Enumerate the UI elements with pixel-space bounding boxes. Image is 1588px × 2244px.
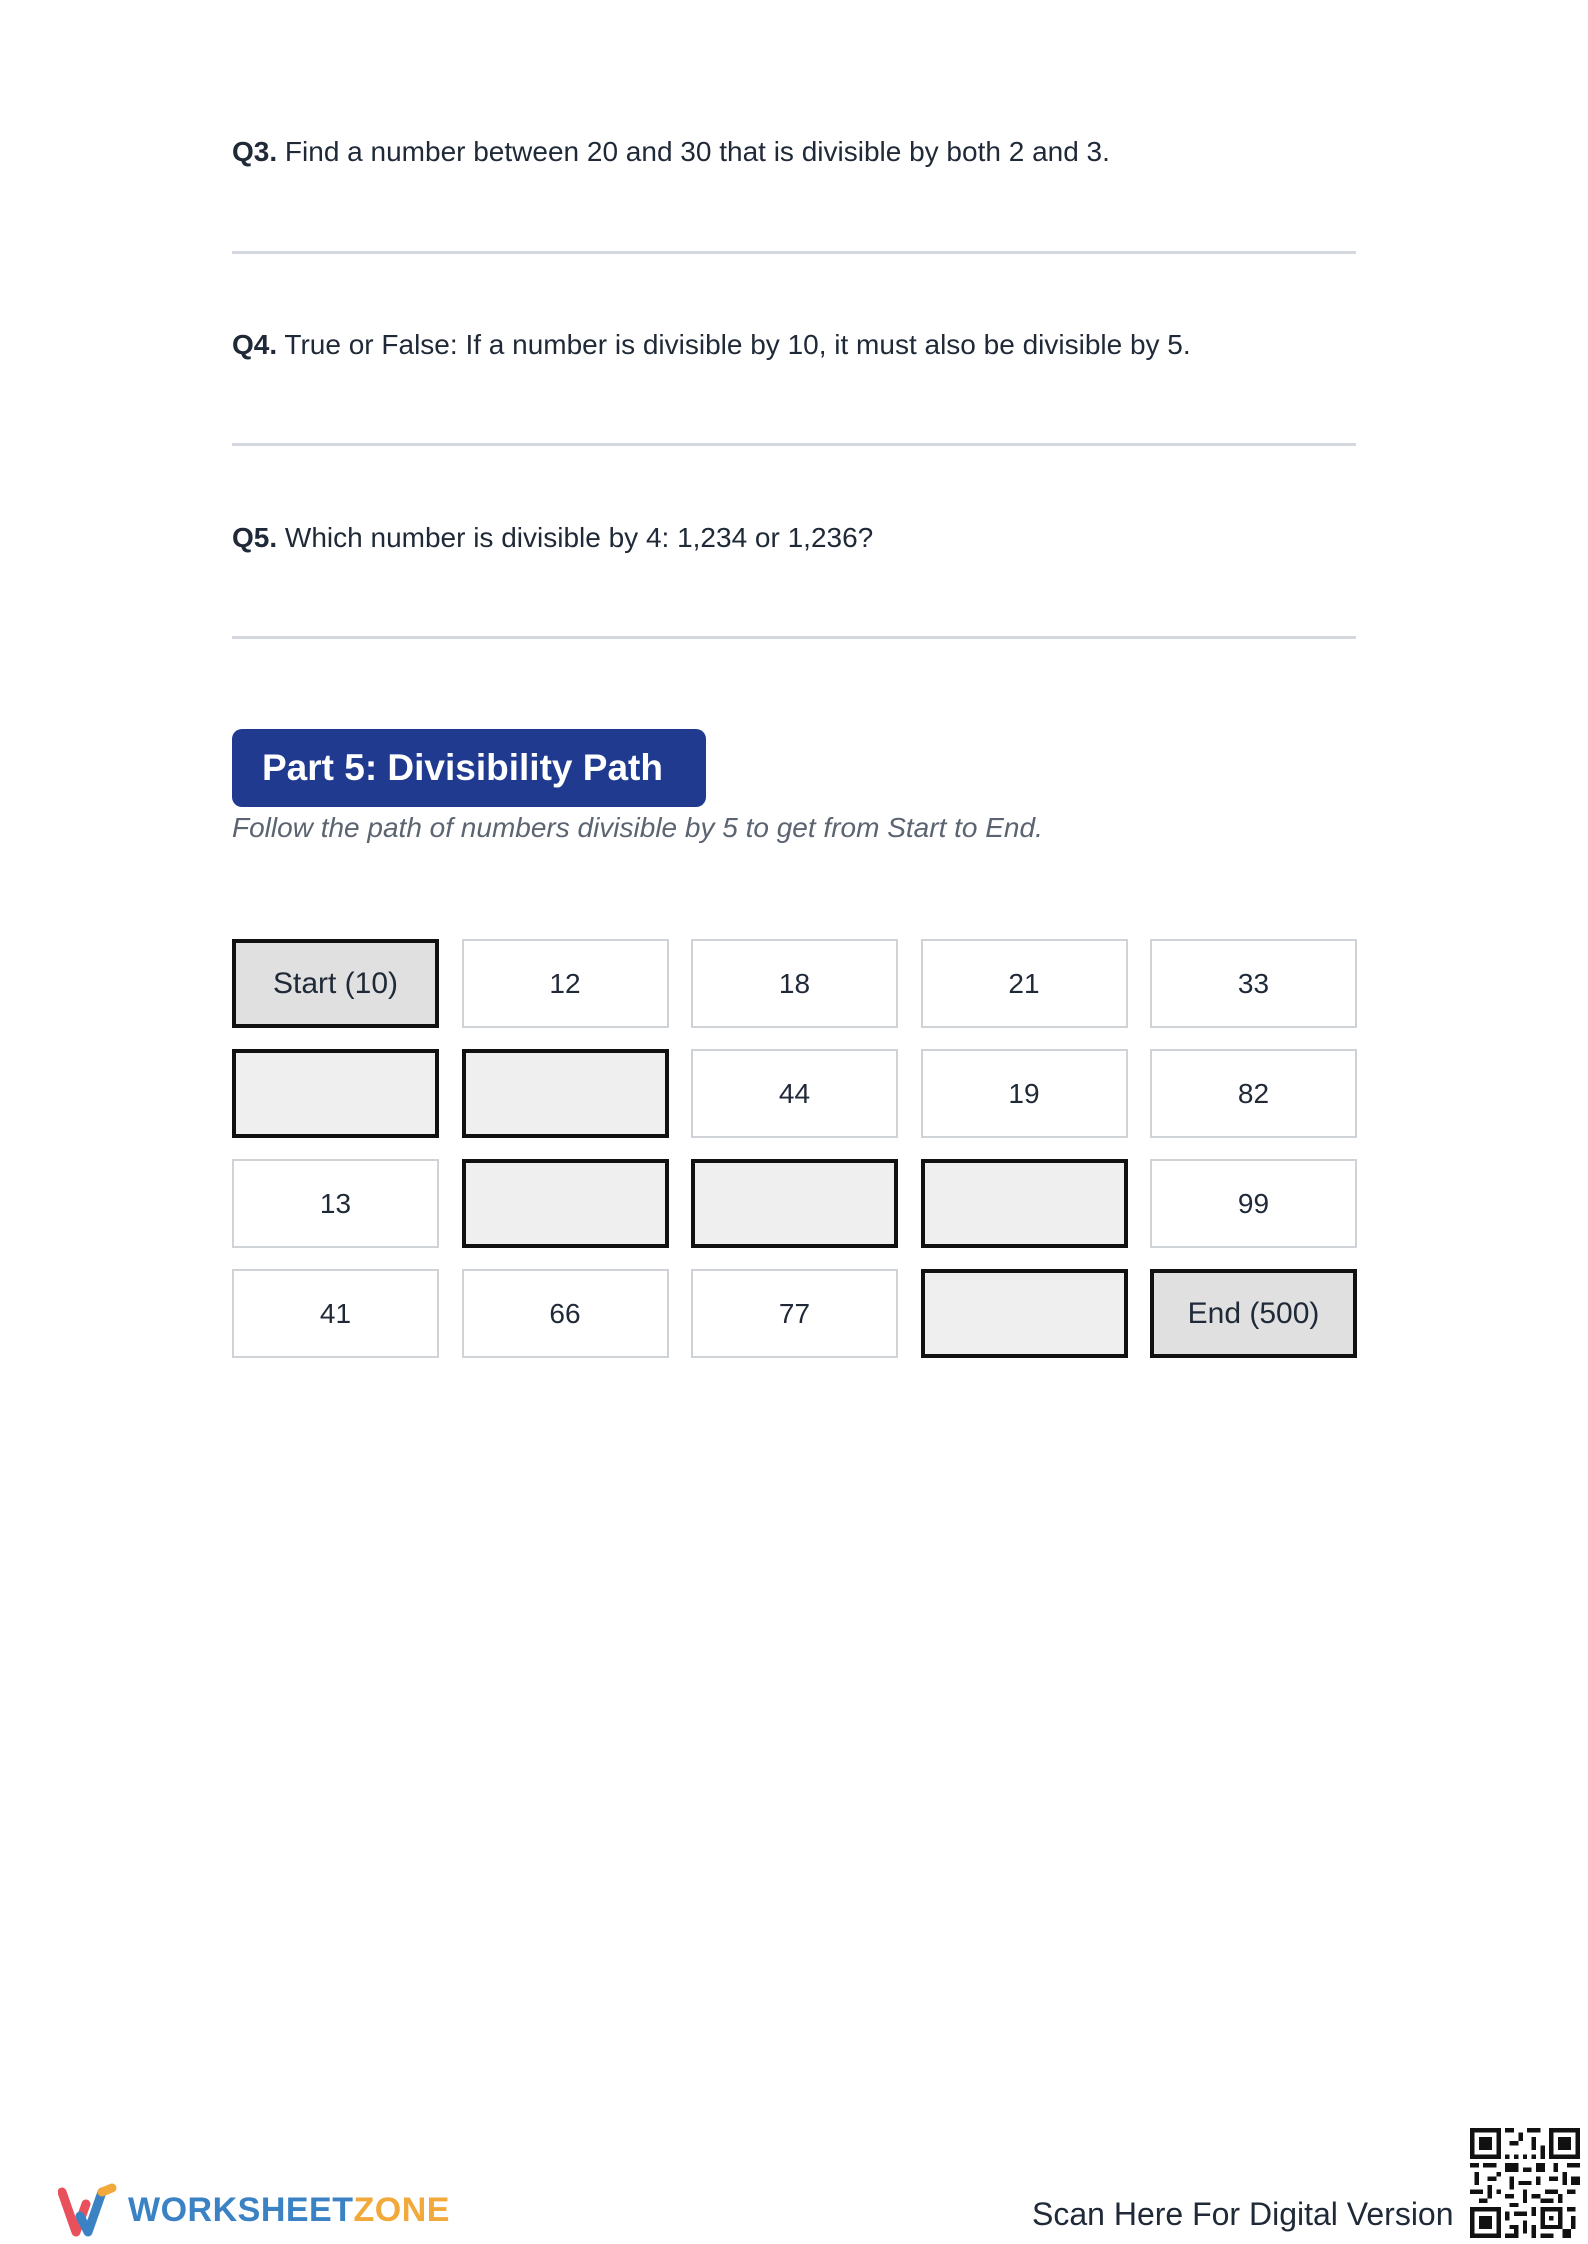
grid-cell-path-blank[interactable] — [691, 1159, 898, 1248]
grid-cell-start: Start (10) — [232, 939, 439, 1028]
grid-cell-path-blank[interactable] — [462, 1159, 669, 1248]
section-header-part5: Part 5: Divisibility Path — [232, 729, 706, 807]
brand-name-part2: ZONE — [353, 2190, 450, 2229]
grid-cell: 66 — [462, 1269, 669, 1358]
grid-cell: 12 — [462, 939, 669, 1028]
grid-cell: 33 — [1150, 939, 1357, 1028]
grid-cell: 13 — [232, 1159, 439, 1248]
question-q4 — [232, 327, 1356, 363]
divisibility-path-grid — [232, 939, 1357, 1360]
answer-line-q5[interactable] — [232, 636, 1356, 639]
question-number: Q5. — [232, 522, 278, 553]
grid-cell: 82 — [1150, 1049, 1357, 1138]
brand-name — [128, 2191, 450, 2230]
question-q3 — [232, 134, 1356, 170]
brand-name-part1: WORKSHEET — [128, 2190, 354, 2229]
grid-cell-path-blank[interactable] — [921, 1269, 1128, 1358]
question-text: True or False: If a number is divisible by 10, it must also be divisible by 5. — [284, 329, 1191, 360]
grid-cell-path-blank[interactable] — [232, 1049, 439, 1138]
question-q5 — [232, 520, 1356, 556]
scan-instruction: Scan Here For Digital Version — [1032, 2196, 1454, 2232]
question-text: Which number is divisible by 4: 1,234 or 1,236? — [284, 522, 874, 553]
question-text: Find a number between 20 and 30 that is divisible by both 2 and 3. — [284, 136, 1110, 167]
answer-line-q3[interactable] — [232, 251, 1356, 254]
grid-cell-end: End (500) — [1150, 1269, 1357, 1358]
grid-cell: 99 — [1150, 1159, 1357, 1248]
footer-logo[interactable] — [58, 2180, 450, 2240]
qr-code-icon[interactable] — [1470, 2128, 1580, 2238]
question-number: Q3. — [232, 136, 278, 167]
answer-line-q4[interactable] — [232, 443, 1356, 446]
grid-cell-path-blank[interactable] — [462, 1049, 669, 1138]
worksheetzone-logo-icon — [58, 2182, 118, 2238]
grid-cell: 44 — [691, 1049, 898, 1138]
section-instructions: Follow the path of numbers divisible by 5 to get from Start to End. — [232, 812, 1043, 843]
question-number: Q4. — [232, 329, 278, 360]
grid-cell: 18 — [691, 939, 898, 1028]
grid-cell: 77 — [691, 1269, 898, 1358]
grid-cell-path-blank[interactable] — [921, 1159, 1128, 1248]
grid-cell: 19 — [921, 1049, 1128, 1138]
grid-cell: 41 — [232, 1269, 439, 1358]
grid-cell: 21 — [921, 939, 1128, 1028]
